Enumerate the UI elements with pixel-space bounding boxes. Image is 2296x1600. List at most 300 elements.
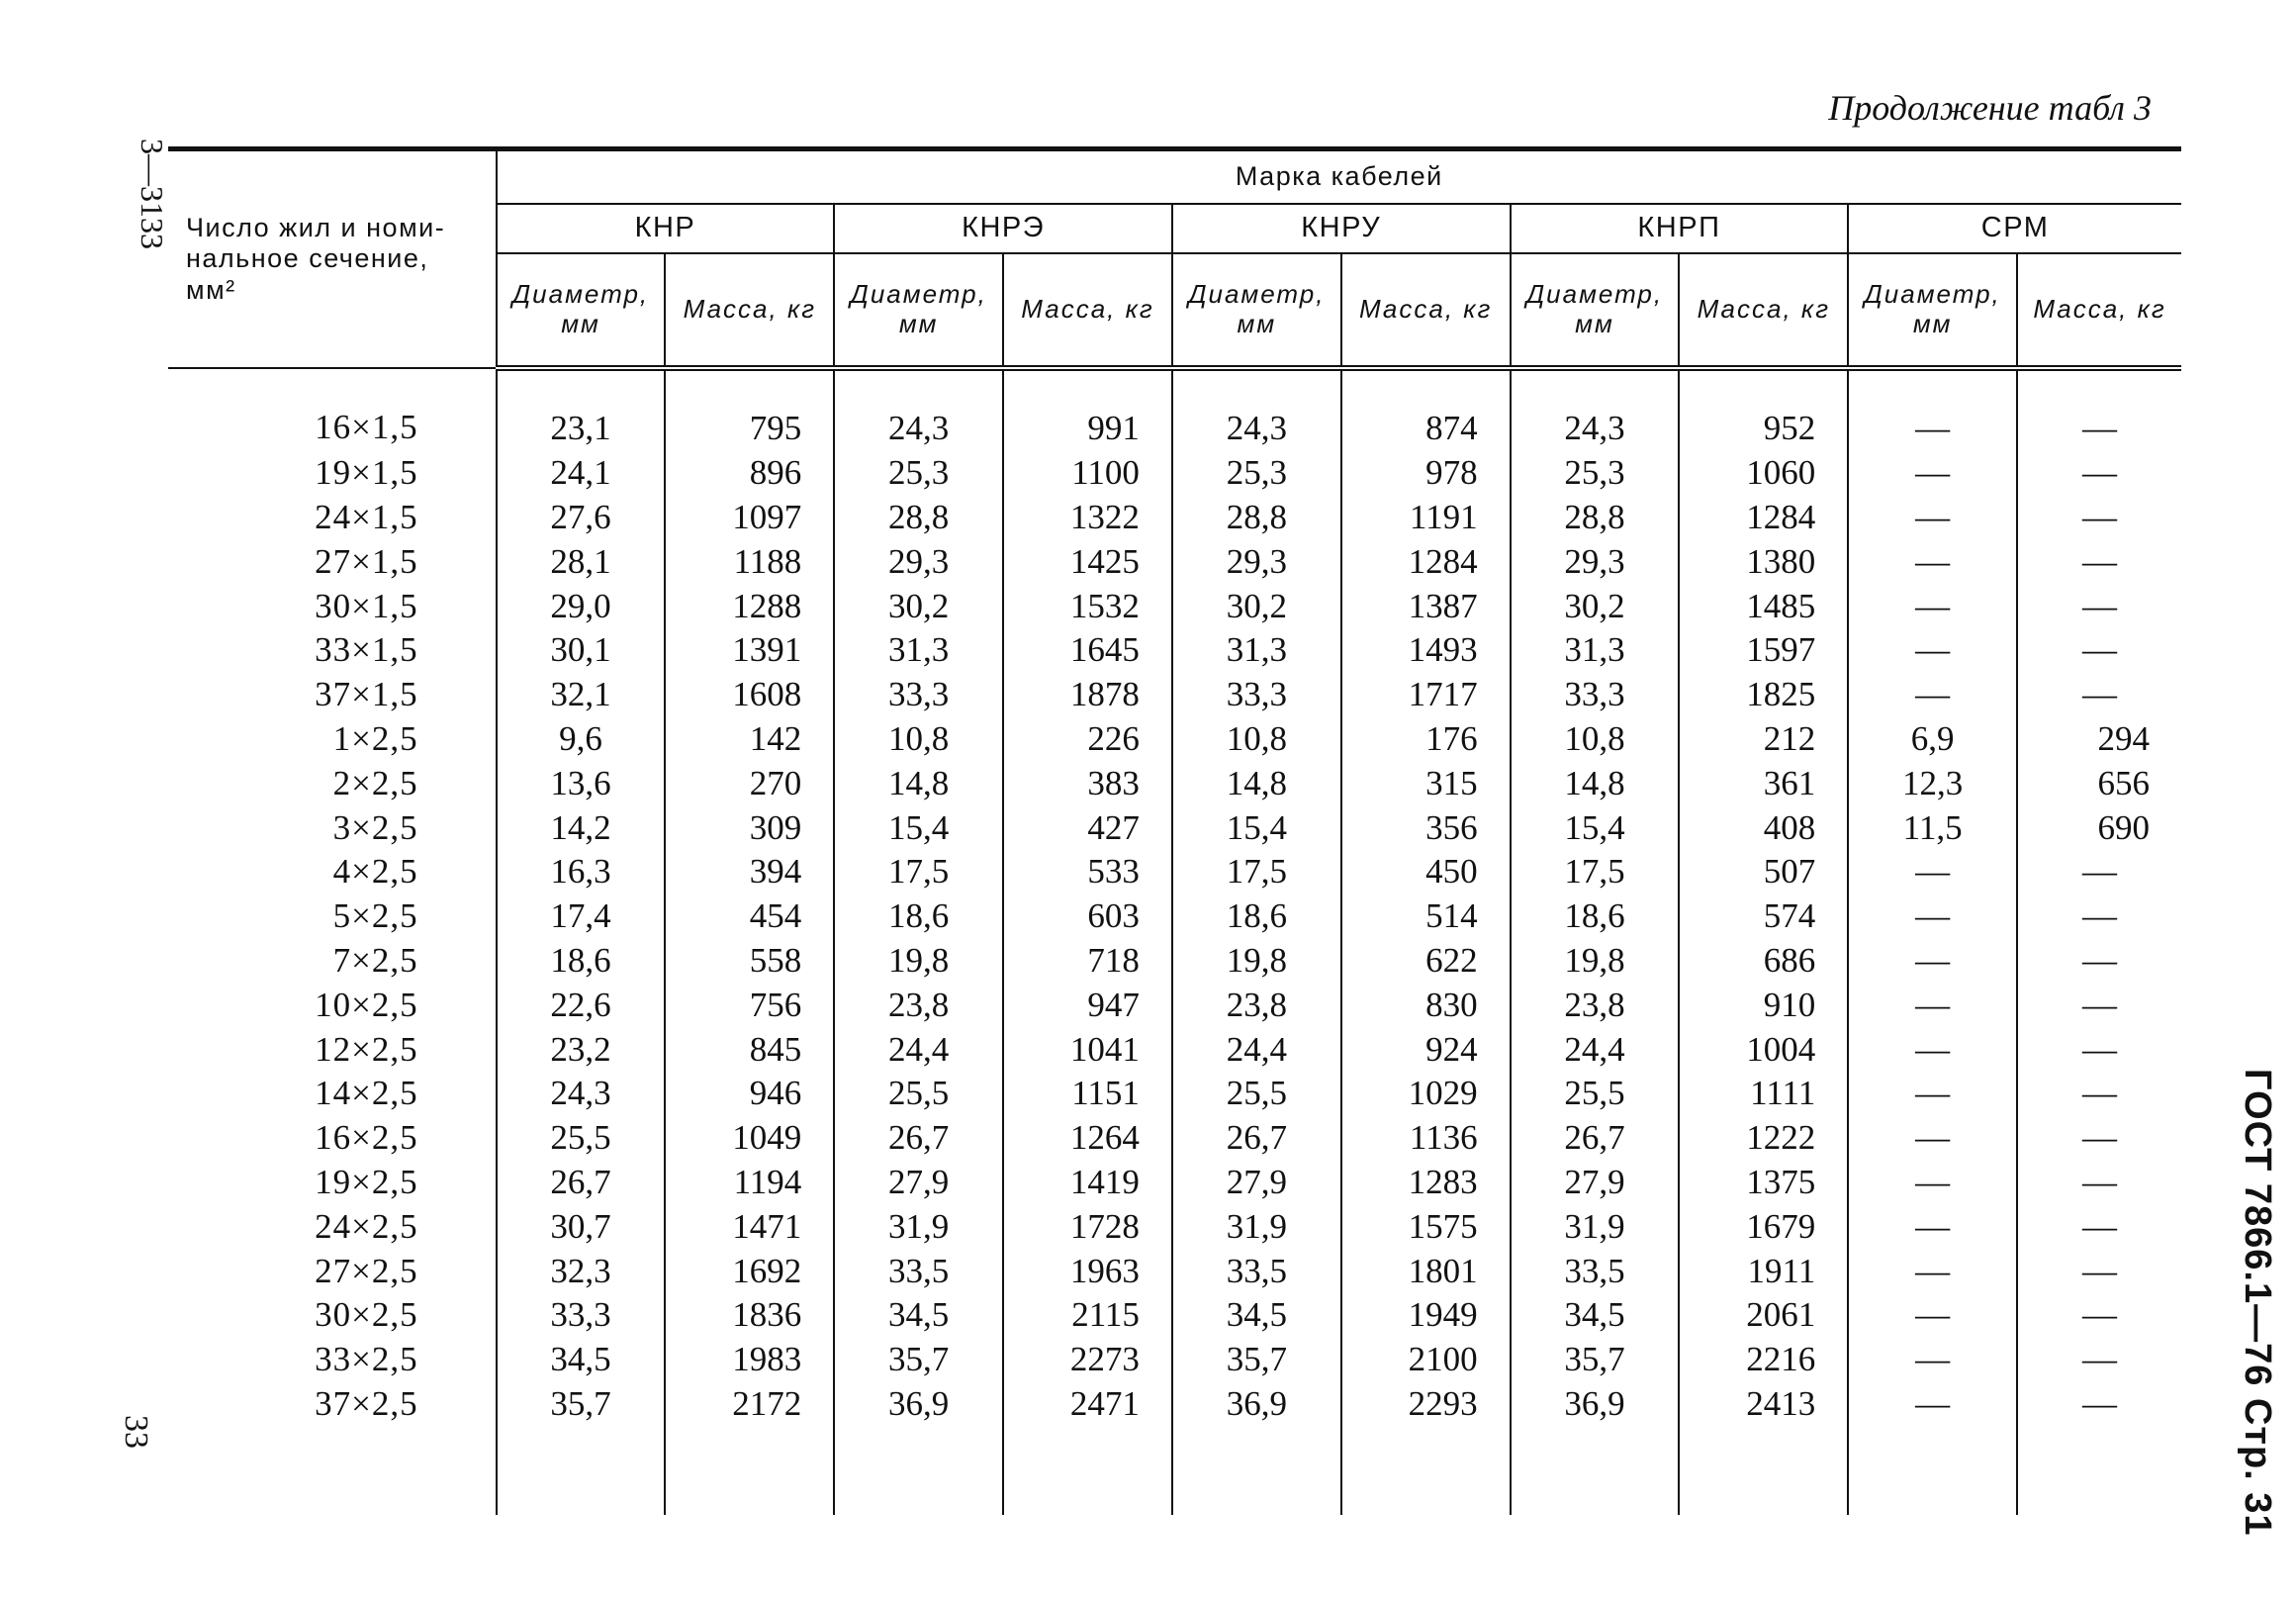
mass-cell: 1060 <box>1679 451 1848 496</box>
diameter-cell: — <box>1848 1293 2017 1338</box>
spacer-cell <box>1679 1426 1848 1515</box>
diameter-cell: 23,8 <box>834 983 1003 1027</box>
mass-cell: 1532 <box>1003 584 1172 628</box>
diameter-cell: 25,3 <box>1172 451 1341 496</box>
row-label: 30×2,5 <box>315 1295 418 1335</box>
spacer-cell <box>1511 1426 1680 1515</box>
diameter-cell: 10,8 <box>1511 717 1680 762</box>
diameter-cell: 35,7 <box>1511 1338 1680 1382</box>
row-label: 14×2,5 <box>315 1074 418 1113</box>
brand-header: КНРУ <box>1172 204 1511 253</box>
diameter-cell: — <box>1848 1338 2017 1382</box>
mass-cell: — <box>2017 1204 2181 1249</box>
mass-cell: 686 <box>1679 939 1848 984</box>
mass-cell: 1194 <box>665 1161 834 1205</box>
diameter-cell: 24,4 <box>1511 1027 1680 1072</box>
diameter-cell: 10,8 <box>1172 717 1341 762</box>
mass-cell: 383 <box>1003 761 1172 805</box>
diameter-cell: 30,1 <box>497 628 666 673</box>
mass-cell: 1717 <box>1341 673 1511 717</box>
mass-cell: 718 <box>1003 939 1172 984</box>
mass-cell: 450 <box>1341 850 1511 894</box>
row-label: 12×2,5 <box>315 1029 418 1069</box>
diameter-cell: 25,5 <box>1172 1072 1341 1116</box>
continuation-caption: Продолжение табл 3 <box>1828 88 2152 128</box>
diameter-cell: 36,9 <box>1172 1382 1341 1427</box>
mass-cell: 1911 <box>1679 1249 1848 1293</box>
mass-cell: 574 <box>1679 894 1848 939</box>
spacer-cell <box>497 1426 666 1515</box>
spacer-cell <box>1172 1426 1341 1515</box>
mass-cell: 1801 <box>1341 1249 1511 1293</box>
diameter-cell: 23,1 <box>497 368 666 451</box>
mass-cell: 1100 <box>1003 451 1172 496</box>
row-label: 2×2,5 <box>332 763 418 802</box>
mass-cell: 2172 <box>665 1382 834 1427</box>
standard-page-ref: ГОСТ 7866.1—76 Стр. 31 <box>2237 1069 2278 1537</box>
diameter-header: Диаметр, мм <box>1172 253 1341 368</box>
diameter-cell: 33,3 <box>1172 673 1341 717</box>
diameter-cell: 14,8 <box>834 761 1003 805</box>
mass-cell: — <box>2017 673 2181 717</box>
diameter-cell: — <box>1848 1116 2017 1161</box>
mass-cell: 690 <box>2017 805 2181 850</box>
diameter-cell: 25,5 <box>834 1072 1003 1116</box>
mass-cell: 2216 <box>1679 1338 1848 1382</box>
mass-cell: 1575 <box>1341 1204 1511 1249</box>
row-label: 10×2,5 <box>315 985 418 1024</box>
mass-cell: 226 <box>1003 717 1172 762</box>
diameter-cell: 25,3 <box>1511 451 1680 496</box>
mass-cell: 533 <box>1003 850 1172 894</box>
table-row <box>168 1293 2181 1338</box>
row-label: 30×1,5 <box>315 586 418 625</box>
diameter-cell: 34,5 <box>834 1293 1003 1338</box>
diameter-cell: 31,3 <box>1511 628 1680 673</box>
spacer-cell <box>168 1426 497 1515</box>
mass-cell: 1284 <box>1341 539 1511 584</box>
mass-cell: 514 <box>1341 894 1511 939</box>
table-row <box>168 451 2181 496</box>
diameter-cell: 23,8 <box>1511 983 1680 1027</box>
diameter-cell: 19,8 <box>834 939 1003 984</box>
table-row <box>168 805 2181 850</box>
diameter-cell: 25,5 <box>1511 1072 1680 1116</box>
mass-cell: 1878 <box>1003 673 1172 717</box>
mass-cell: — <box>2017 1249 2181 1293</box>
diameter-cell: — <box>1848 850 2017 894</box>
mass-cell: 1493 <box>1341 628 1511 673</box>
diameter-cell: 17,5 <box>1511 850 1680 894</box>
diameter-cell: 30,2 <box>1511 584 1680 628</box>
mass-cell: 427 <box>1003 805 1172 850</box>
mass-cell: 756 <box>665 983 834 1027</box>
mass-cell: 952 <box>1679 368 1848 451</box>
diameter-header: Диаметр, мм <box>497 253 666 368</box>
mass-cell: 294 <box>2017 717 2181 762</box>
mass-cell: 454 <box>665 894 834 939</box>
mass-cell: 1097 <box>665 496 834 540</box>
mass-cell: 1471 <box>665 1204 834 1249</box>
cable-table <box>168 146 2181 1515</box>
table-row <box>168 850 2181 894</box>
diameter-header: Диаметр, мм <box>1511 253 1680 368</box>
mass-header: Масса, кг <box>1341 253 1511 368</box>
diameter-cell: 16,3 <box>497 850 666 894</box>
mass-cell: 315 <box>1341 761 1511 805</box>
diameter-cell: 17,4 <box>497 894 666 939</box>
diameter-cell: 28,1 <box>497 539 666 584</box>
diameter-cell: 17,5 <box>1172 850 1341 894</box>
diameter-cell: 22,6 <box>497 983 666 1027</box>
brand-header: СРМ <box>1848 204 2181 253</box>
mass-cell: 946 <box>665 1072 834 1116</box>
diameter-cell: 33,3 <box>834 673 1003 717</box>
mass-cell: 1283 <box>1341 1161 1511 1205</box>
diameter-cell: 9,6 <box>497 717 666 762</box>
diameter-cell: — <box>1848 1382 2017 1427</box>
diameter-cell: 28,8 <box>1172 496 1341 540</box>
diameter-cell: 14,2 <box>497 805 666 850</box>
mass-cell: 947 <box>1003 983 1172 1027</box>
mass-cell: 924 <box>1341 1027 1511 1072</box>
mass-cell: 1387 <box>1341 584 1511 628</box>
diameter-cell: — <box>1848 539 2017 584</box>
table-row <box>168 584 2181 628</box>
diameter-cell: — <box>1848 673 2017 717</box>
mass-cell: 1728 <box>1003 1204 1172 1249</box>
diameter-cell: 35,7 <box>497 1382 666 1427</box>
table-row <box>168 1204 2181 1249</box>
mass-cell: 1322 <box>1003 496 1172 540</box>
mass-cell: 1963 <box>1003 1249 1172 1293</box>
diameter-cell: 28,8 <box>834 496 1003 540</box>
diameter-cell: 15,4 <box>834 805 1003 850</box>
row-label: 27×1,5 <box>315 541 418 581</box>
row-label: 24×1,5 <box>315 497 418 536</box>
row-label: 24×2,5 <box>315 1206 418 1246</box>
mass-cell: 1151 <box>1003 1072 1172 1116</box>
diameter-cell: 33,5 <box>1172 1249 1341 1293</box>
mass-cell: 1825 <box>1679 673 1848 717</box>
diameter-cell: 27,9 <box>834 1161 1003 1205</box>
diameter-cell: 18,6 <box>1511 894 1680 939</box>
diameter-cell: 12,3 <box>1848 761 2017 805</box>
diameter-cell: 18,6 <box>497 939 666 984</box>
group-header: Марка кабелей <box>497 149 2181 205</box>
diameter-cell: 30,7 <box>497 1204 666 1249</box>
mass-cell: 1029 <box>1341 1072 1511 1116</box>
diameter-cell: 24,3 <box>834 368 1003 451</box>
diameter-cell: — <box>1848 451 2017 496</box>
row-label: 33×1,5 <box>315 630 418 670</box>
mass-cell: — <box>2017 539 2181 584</box>
table-row <box>168 1338 2181 1382</box>
table-row <box>168 496 2181 540</box>
table-row <box>168 628 2181 673</box>
margin-code: 3—3133 <box>135 139 170 249</box>
table-row <box>168 717 2181 762</box>
mass-cell: 622 <box>1341 939 1511 984</box>
mass-cell: 1111 <box>1679 1072 1848 1116</box>
table-row <box>168 1161 2181 1205</box>
mass-cell: 1983 <box>665 1338 834 1382</box>
diameter-cell: 29,3 <box>834 539 1003 584</box>
mass-cell: 1391 <box>665 628 834 673</box>
mass-cell: 1284 <box>1679 496 1848 540</box>
mass-cell: 176 <box>1341 717 1511 762</box>
diameter-header: Диаметр, мм <box>1848 253 2017 368</box>
diameter-cell: 28,8 <box>1511 496 1680 540</box>
diameter-cell: 36,9 <box>834 1382 1003 1427</box>
diameter-cell: — <box>1848 496 2017 540</box>
diameter-cell: — <box>1848 584 2017 628</box>
diameter-cell: 27,6 <box>497 496 666 540</box>
mass-cell: 1222 <box>1679 1116 1848 1161</box>
diameter-cell: 30,2 <box>834 584 1003 628</box>
mass-cell: — <box>2017 496 2181 540</box>
mass-cell: 1419 <box>1003 1161 1172 1205</box>
diameter-cell: 26,7 <box>834 1116 1003 1161</box>
diameter-cell: 27,9 <box>1511 1161 1680 1205</box>
mass-cell: 2471 <box>1003 1382 1172 1427</box>
row-label: 4×2,5 <box>332 852 418 892</box>
table-row <box>168 894 2181 939</box>
margin-page-number: 33 <box>118 1415 154 1449</box>
mass-cell: 2115 <box>1003 1293 1172 1338</box>
mass-cell: 1049 <box>665 1116 834 1161</box>
diameter-cell: — <box>1848 1204 2017 1249</box>
diameter-cell: 24,4 <box>834 1027 1003 1072</box>
mass-cell: 1191 <box>1341 496 1511 540</box>
mass-cell: 1188 <box>665 539 834 584</box>
diameter-cell: 29,3 <box>1511 539 1680 584</box>
mass-header: Масса, кг <box>2017 253 2181 368</box>
diameter-cell: 35,7 <box>834 1338 1003 1382</box>
mass-cell: 212 <box>1679 717 1848 762</box>
mass-cell: — <box>2017 451 2181 496</box>
mass-cell: 874 <box>1341 368 1511 451</box>
diameter-cell: 15,4 <box>1511 805 1680 850</box>
diameter-cell: 29,0 <box>497 584 666 628</box>
table-row <box>168 673 2181 717</box>
row-label: 37×2,5 <box>315 1383 418 1423</box>
mass-cell: — <box>2017 1072 2181 1116</box>
spacer-cell <box>1848 1426 2017 1515</box>
mass-cell: 2061 <box>1679 1293 1848 1338</box>
diameter-cell: — <box>1848 894 2017 939</box>
diameter-cell: — <box>1848 1249 2017 1293</box>
row-label: 3×2,5 <box>332 807 418 847</box>
mass-cell: 2413 <box>1679 1382 1848 1427</box>
diameter-cell: 24,4 <box>1172 1027 1341 1072</box>
mass-cell: — <box>2017 1293 2181 1338</box>
diameter-cell: 19,8 <box>1511 939 1680 984</box>
mass-cell: — <box>2017 1116 2181 1161</box>
mass-cell: — <box>2017 939 2181 984</box>
mass-cell: 361 <box>1679 761 1848 805</box>
diameter-header: Диаметр, мм <box>834 253 1003 368</box>
mass-cell: 1136 <box>1341 1116 1511 1161</box>
mass-cell: — <box>2017 584 2181 628</box>
mass-cell: 1645 <box>1003 628 1172 673</box>
mass-cell: 356 <box>1341 805 1511 850</box>
row-label: 27×2,5 <box>315 1251 418 1290</box>
diameter-cell: — <box>1848 368 2017 451</box>
diameter-cell: — <box>1848 983 2017 1027</box>
table-row <box>168 368 2181 451</box>
diameter-cell: — <box>1848 1072 2017 1116</box>
brand-header: КНР <box>497 204 835 253</box>
table-row <box>168 1072 2181 1116</box>
mass-cell: — <box>2017 1382 2181 1427</box>
diameter-cell: 33,3 <box>1511 673 1680 717</box>
diameter-cell: 26,7 <box>497 1161 666 1205</box>
diameter-cell: 26,7 <box>1511 1116 1680 1161</box>
diameter-cell: 30,2 <box>1172 584 1341 628</box>
mass-cell: — <box>2017 1161 2181 1205</box>
table-row <box>168 1382 2181 1427</box>
row-label: 5×2,5 <box>332 896 418 936</box>
mass-cell: — <box>2017 983 2181 1027</box>
diameter-cell: 10,8 <box>834 717 1003 762</box>
mass-cell: 896 <box>665 451 834 496</box>
row-label: 16×2,5 <box>315 1118 418 1158</box>
diameter-cell: 23,2 <box>497 1027 666 1072</box>
brand-header: КНРП <box>1511 204 1849 253</box>
spacer-cell <box>1003 1426 1172 1515</box>
diameter-cell: 34,5 <box>1511 1293 1680 1338</box>
mass-cell: 603 <box>1003 894 1172 939</box>
diameter-cell: 18,6 <box>1172 894 1341 939</box>
mass-cell: 830 <box>1341 983 1511 1027</box>
diameter-cell: 33,5 <box>834 1249 1003 1293</box>
table-row <box>168 1249 2181 1293</box>
diameter-cell: 24,3 <box>1511 368 1680 451</box>
table-row <box>168 761 2181 805</box>
spacer-cell <box>834 1426 1003 1515</box>
mass-cell: 309 <box>665 805 834 850</box>
diameter-cell: 14,8 <box>1172 761 1341 805</box>
diameter-cell: — <box>1848 1161 2017 1205</box>
mass-cell: 795 <box>665 368 834 451</box>
diameter-cell: 31,3 <box>834 628 1003 673</box>
mass-cell: 507 <box>1679 850 1848 894</box>
diameter-cell: 31,9 <box>1511 1204 1680 1249</box>
mass-cell: 408 <box>1679 805 1848 850</box>
diameter-cell: — <box>1848 1027 2017 1072</box>
mass-cell: 1836 <box>665 1293 834 1338</box>
spacer-cell <box>665 1426 834 1515</box>
mass-cell: 558 <box>665 939 834 984</box>
mass-cell: 1692 <box>665 1249 834 1293</box>
mass-cell: — <box>2017 894 2181 939</box>
mass-cell: 2100 <box>1341 1338 1511 1382</box>
mass-cell: 1004 <box>1679 1027 1848 1072</box>
diameter-cell: 31,9 <box>834 1204 1003 1249</box>
mass-cell: 394 <box>665 850 834 894</box>
mass-cell: 978 <box>1341 451 1511 496</box>
mass-cell: 1425 <box>1003 539 1172 584</box>
mass-cell: 1485 <box>1679 584 1848 628</box>
mass-cell: 270 <box>665 761 834 805</box>
mass-cell: 1679 <box>1679 1204 1848 1249</box>
stub-header: Число жил и номи-нальное сечение, мм² <box>168 149 497 369</box>
spacer-cell <box>2017 1426 2181 1515</box>
mass-cell: 656 <box>2017 761 2181 805</box>
mass-cell: 1264 <box>1003 1116 1172 1161</box>
table-row <box>168 1116 2181 1161</box>
row-label: 7×2,5 <box>332 940 418 980</box>
diameter-cell: 24,3 <box>1172 368 1341 451</box>
mass-cell: 1380 <box>1679 539 1848 584</box>
mass-cell: 1288 <box>665 584 834 628</box>
diameter-cell: — <box>1848 628 2017 673</box>
diameter-cell: 18,6 <box>834 894 1003 939</box>
diameter-cell: 24,1 <box>497 451 666 496</box>
diameter-cell: 35,7 <box>1172 1338 1341 1382</box>
mass-cell: 2293 <box>1341 1382 1511 1427</box>
diameter-cell: 26,7 <box>1172 1116 1341 1161</box>
diameter-cell: 27,9 <box>1172 1161 1341 1205</box>
mass-cell: 1608 <box>665 673 834 717</box>
diameter-cell: 31,3 <box>1172 628 1341 673</box>
diameter-cell: 33,3 <box>497 1293 666 1338</box>
brand-header: КНРЭ <box>834 204 1172 253</box>
diameter-cell: 34,5 <box>497 1338 666 1382</box>
mass-cell: 1949 <box>1341 1293 1511 1338</box>
row-label: 1×2,5 <box>332 718 418 758</box>
mass-cell: 2273 <box>1003 1338 1172 1382</box>
mass-cell: 1375 <box>1679 1161 1848 1205</box>
diameter-cell: 32,3 <box>497 1249 666 1293</box>
row-label: 16×1,5 <box>315 408 418 447</box>
diameter-cell: 15,4 <box>1172 805 1341 850</box>
diameter-cell: 17,5 <box>834 850 1003 894</box>
table-spacer-row <box>168 1426 2181 1515</box>
diameter-cell: 25,5 <box>497 1116 666 1161</box>
table-row <box>168 1027 2181 1072</box>
diameter-cell: 32,1 <box>497 673 666 717</box>
mass-cell: — <box>2017 368 2181 451</box>
mass-cell: 845 <box>665 1027 834 1072</box>
mass-header: Масса, кг <box>665 253 834 368</box>
mass-header: Масса, кг <box>1003 253 1172 368</box>
diameter-cell: 19,8 <box>1172 939 1341 984</box>
diameter-cell: 34,5 <box>1172 1293 1341 1338</box>
mass-cell: 991 <box>1003 368 1172 451</box>
diameter-cell: 11,5 <box>1848 805 2017 850</box>
diameter-cell: 13,6 <box>497 761 666 805</box>
row-label: 37×1,5 <box>315 675 418 714</box>
row-label: 19×2,5 <box>315 1162 418 1201</box>
diameter-cell: — <box>1848 939 2017 984</box>
row-label: 19×1,5 <box>315 453 418 493</box>
table-row <box>168 539 2181 584</box>
table-row <box>168 983 2181 1027</box>
diameter-cell: 31,9 <box>1172 1204 1341 1249</box>
spacer-cell <box>1341 1426 1511 1515</box>
diameter-cell: 14,8 <box>1511 761 1680 805</box>
diameter-cell: 25,3 <box>834 451 1003 496</box>
mass-cell: 910 <box>1679 983 1848 1027</box>
mass-cell: 1597 <box>1679 628 1848 673</box>
row-label: 33×2,5 <box>315 1340 418 1379</box>
diameter-cell: 6,9 <box>1848 717 2017 762</box>
diameter-cell: 24,3 <box>497 1072 666 1116</box>
mass-cell: — <box>2017 628 2181 673</box>
diameter-cell: 33,5 <box>1511 1249 1680 1293</box>
